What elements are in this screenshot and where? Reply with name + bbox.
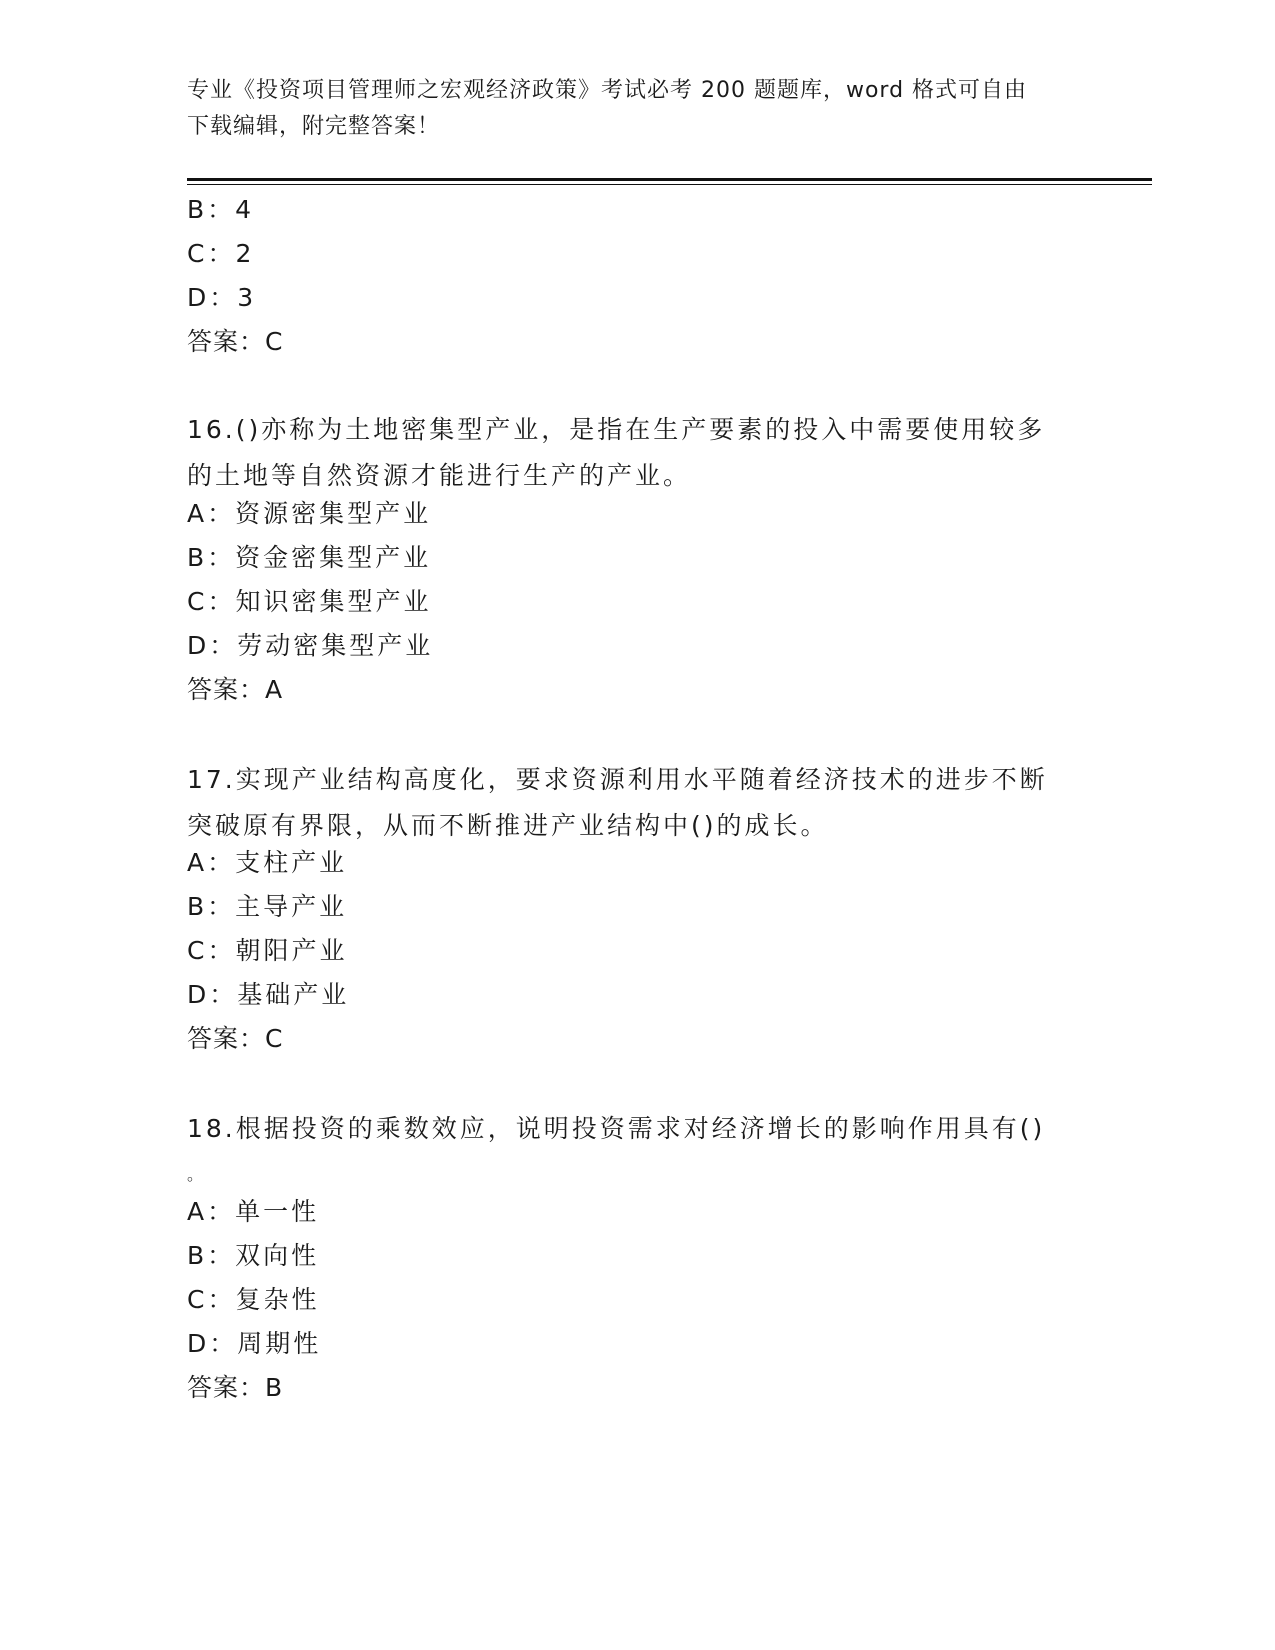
header-title-line-2: 下载编辑，附完整答案！	[187, 114, 441, 139]
question-16-line-2: 的土地等自然资源才能进行生产的产业。	[187, 461, 692, 490]
question-16-option-b: B：资金密集型产业	[187, 543, 432, 572]
question-17-line-1: 17.实现产业结构高度化，要求资源利用水平随着经济技术的进步不断	[187, 765, 1048, 794]
question-18-option-d: D：周期性	[187, 1329, 322, 1358]
prev-option-c: C：2	[187, 239, 255, 268]
prev-option-d: D：3	[187, 283, 257, 312]
question-18-option-c: C：复杂性	[187, 1285, 320, 1314]
question-17-option-c: C：朝阳产业	[187, 936, 348, 965]
question-17-text	[187, 757, 1067, 849]
question-18-option-b: B：双向性	[187, 1241, 320, 1270]
question-16-option-d: D：劳动密集型产业	[187, 631, 434, 660]
prev-option-b: B：4	[187, 195, 255, 224]
question-16-text	[187, 407, 1067, 499]
header-title-line-1: 专业《投资项目管理师之宏观经济政策》考试必考 200 题题库，word 格式可自由	[187, 78, 1028, 103]
question-17-answer: 答案：C	[187, 1024, 284, 1053]
question-17-option-a: A：支柱产业	[187, 848, 348, 877]
question-16-option-c: C：知识密集型产业	[187, 587, 432, 616]
header-divider-thin	[187, 184, 1152, 185]
prev-answer: 答案：C	[187, 327, 284, 356]
question-17-line-2: 突破原有界限，从而不断推进产业结构中()的成长。	[187, 811, 829, 840]
header-divider-thick	[187, 178, 1152, 181]
document-header	[187, 73, 1067, 145]
question-17-option-d: D：基础产业	[187, 980, 350, 1009]
question-17-option-b: B：主导产业	[187, 892, 348, 921]
question-18-line-2: 。	[187, 1165, 207, 1184]
question-18-line-1: 18.根据投资的乘数效应，说明投资需求对经济增长的影响作用具有()	[187, 1114, 1046, 1143]
question-18-answer: 答案：B	[187, 1373, 284, 1402]
question-16-answer: 答案：A	[187, 675, 284, 704]
question-18-text	[187, 1106, 1067, 1198]
question-18-option-a: A：单一性	[187, 1197, 320, 1226]
question-16-line-1: 16.()亦称为土地密集型产业，是指在生产要素的投入中需要使用较多	[187, 415, 1046, 444]
question-16-option-a: A：资源密集型产业	[187, 499, 432, 528]
